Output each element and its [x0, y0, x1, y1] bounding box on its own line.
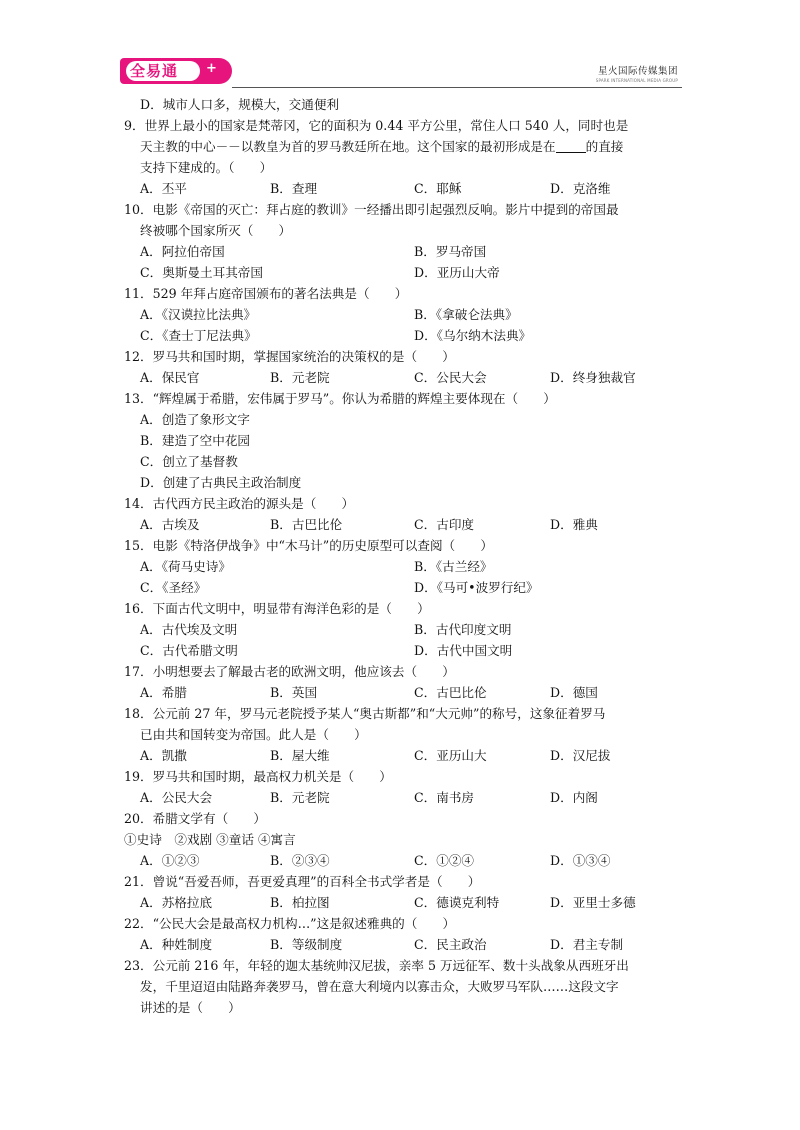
option-b: B．屋大维: [270, 748, 330, 763]
option-c: C．古代希腊文明: [140, 643, 238, 658]
question-20-items: ①史诗 ②戏剧 ③童话 ④寓言: [124, 832, 296, 847]
option-d: D．亚里士多德: [550, 895, 636, 910]
logo-text: 全易通: [130, 62, 179, 80]
question-16-options-row1: [124, 619, 684, 640]
option-c: C．南书房: [414, 790, 475, 805]
question-19: 19．罗马共和国时期，最高权力机关是（ ）: [124, 769, 392, 784]
question-10: 10．电影《帝国的灭亡：拜占庭的教训》一经播出即引起强烈反响。影片中提到的帝国最: [124, 202, 619, 217]
question-22-options: [124, 934, 684, 955]
option-c: C．创立了基督教: [140, 454, 238, 469]
option-b: B．《古兰经》: [414, 559, 493, 574]
question-16: 16．下面古代文明中，明显带有海洋色彩的是（ ）: [124, 601, 430, 616]
question-12: 12．罗马共和国时期，掌握国家统治的决策权的是（ ）: [124, 349, 455, 364]
option-d: D．创建了古典民主政治制度: [140, 475, 302, 490]
question-12-options: [124, 367, 684, 388]
option-b: B．古代印度文明: [414, 622, 512, 637]
question-list: [124, 94, 684, 1018]
option-b: B．等级制度: [270, 937, 343, 952]
option-b: B．柏拉图: [270, 895, 330, 910]
option-d: D．德国: [550, 685, 598, 700]
question-17-options: [124, 682, 684, 703]
question-14: 14．古代西方民主政治的源头是（ ）: [124, 496, 355, 511]
question-21-options: [124, 892, 684, 913]
option-line: D．城市人口多，规模大，交通便利: [140, 97, 340, 112]
option-a: A．苏格拉底: [140, 895, 213, 910]
question-20-options: [124, 850, 684, 871]
option-d: D．①③④: [550, 853, 611, 868]
answer-blank[interactable]: [556, 138, 586, 153]
question-15-options-row2: [124, 577, 684, 598]
option-b: B．《拿破仑法典》: [414, 307, 518, 322]
option-c: C．公民大会: [414, 370, 487, 385]
logo-plus-icon: +: [206, 61, 217, 76]
option-a: A．公民大会: [140, 790, 213, 805]
option-a: A．①②③: [140, 853, 200, 868]
option-a: A．古代埃及文明: [140, 622, 238, 637]
question-10-options-row1: [124, 241, 684, 262]
header-divider: [232, 87, 682, 88]
option-c: C．奥斯曼土耳其帝国: [140, 265, 263, 280]
question-18: 18．公元前 27 年，罗马元老院授予某人“奥古斯都”和“大元帅”的称号，这象征着罗马: [124, 706, 606, 721]
question-16-options-row2: [124, 640, 684, 661]
question-9-line3: 支持下建成的。（ ）: [140, 160, 273, 175]
option-a: A．创造了象形文字: [140, 412, 250, 427]
question-9-text: 天主教的中心－－以教皇为首的罗马教廷所在地。这个国家的最初形成是在: [140, 139, 556, 154]
option-c: C．民主政治: [414, 937, 487, 952]
question-9-line2: [124, 136, 684, 157]
question-20: 20．希腊文学有（ ）: [124, 811, 266, 826]
option-a: A．阿拉伯帝国: [140, 244, 225, 259]
option-c: C．古印度: [414, 517, 475, 532]
option-d: D．《乌尔纳木法典》: [414, 328, 532, 343]
question-19-options: [124, 787, 684, 808]
option-d: D．汉尼拔: [550, 748, 611, 763]
option-a: A．丕平: [140, 181, 187, 196]
option-b: B．古巴比伦: [270, 517, 343, 532]
option-d: D．《马可•波罗行纪》: [414, 580, 539, 595]
brand-logo: [120, 58, 232, 84]
option-b: B．英国: [270, 685, 318, 700]
option-c: C．《查士丁尼法典》: [140, 328, 257, 343]
question-23-line2: 发，千里迢迢由陆路奔袭罗马，曾在意大利境内以寡击众，大败罗马军队……这段文字: [140, 979, 619, 994]
option-b: B．查理: [270, 181, 318, 196]
question-23-line3: 讲述的是（ ）: [140, 1000, 241, 1015]
question-18-options: [124, 745, 684, 766]
question-9-tail: 的直接: [585, 139, 624, 154]
question-11-options-row2: [124, 325, 684, 346]
question-11: 11．529 年拜占庭帝国颁布的著名法典是（ ）: [124, 286, 408, 301]
question-10-line2: 终被哪个国家所灭（ ）: [140, 223, 292, 238]
question-18-line2: 已由共和国转变为帝国。此人是（ ）: [140, 727, 367, 742]
option-c: C．耶稣: [414, 181, 462, 196]
option-d: D．内阁: [550, 790, 598, 805]
page-header: [120, 56, 682, 88]
question-9-options: [124, 178, 684, 199]
option-d: D．君主专制: [550, 937, 624, 952]
option-b: B．②③④: [270, 853, 330, 868]
option-c: C．古巴比伦: [414, 685, 487, 700]
option-c: C．《圣经》: [140, 580, 207, 595]
question-15-options-row1: [124, 556, 684, 577]
option-c: C．德谟克利特: [414, 895, 500, 910]
question-13: 13．“辉煌属于希腊，宏伟属于罗马”。你认为希腊的辉煌主要体现在（ ）: [124, 391, 556, 406]
company-block: [596, 63, 678, 83]
option-c: C．亚历山大: [414, 748, 487, 763]
option-c: C．①②④: [414, 853, 475, 868]
company-name: 星火国际传媒集团: [597, 66, 678, 77]
option-a: A．凯撒: [140, 748, 187, 763]
option-a: A．《汉谟拉比法典》: [140, 307, 257, 322]
option-d: D．古代中国文明: [414, 643, 513, 658]
option-b: B．建造了空中花园: [140, 433, 251, 448]
option-d: D．终身独裁官: [550, 370, 636, 385]
question-11-options-row1: [124, 304, 684, 325]
option-a: A．《荷马史诗》: [140, 559, 231, 574]
question-14-options: [124, 514, 684, 535]
option-a: A．古埃及: [140, 517, 200, 532]
question-9: 9．世界上最小的国家是梵蒂冈，它的面积为 0.44 平方公里，常住人口 540 人，同时也是: [124, 118, 629, 133]
option-a: A．保民官: [140, 370, 200, 385]
question-23: 23．公元前 216 年，年轻的迦太基统帅汉尼拔，亲率 5 万远征军、数十头战象从西班牙出: [124, 958, 629, 973]
option-a: A．种姓制度: [140, 937, 213, 952]
company-subtitle: SPARK INTERNATIONAL MEDIA GROUP: [595, 78, 678, 83]
question-22: 22．“公民大会是最高权力机构…”这是叙述雅典的（ ）: [124, 916, 456, 931]
option-d: D．克洛维: [550, 181, 611, 196]
option-d: D．雅典: [550, 517, 598, 532]
option-d: D．亚历山大帝: [414, 265, 500, 280]
option-a: A．希腊: [140, 685, 187, 700]
question-10-options-row2: [124, 262, 684, 283]
question-21: 21．曾说“吾爱吾师，吾更爱真理”的百科全书式学者是（ ）: [124, 874, 481, 889]
question-15: 15．电影《特洛伊战争》中“木马计”的历史原型可以查阅（ ）: [124, 538, 493, 553]
option-b: B．元老院: [270, 370, 330, 385]
option-b: B．罗马帝国: [414, 244, 487, 259]
option-b: B．元老院: [270, 790, 330, 805]
question-17: 17．小明想要去了解最古老的欧洲文明，他应该去（ ）: [124, 664, 455, 679]
